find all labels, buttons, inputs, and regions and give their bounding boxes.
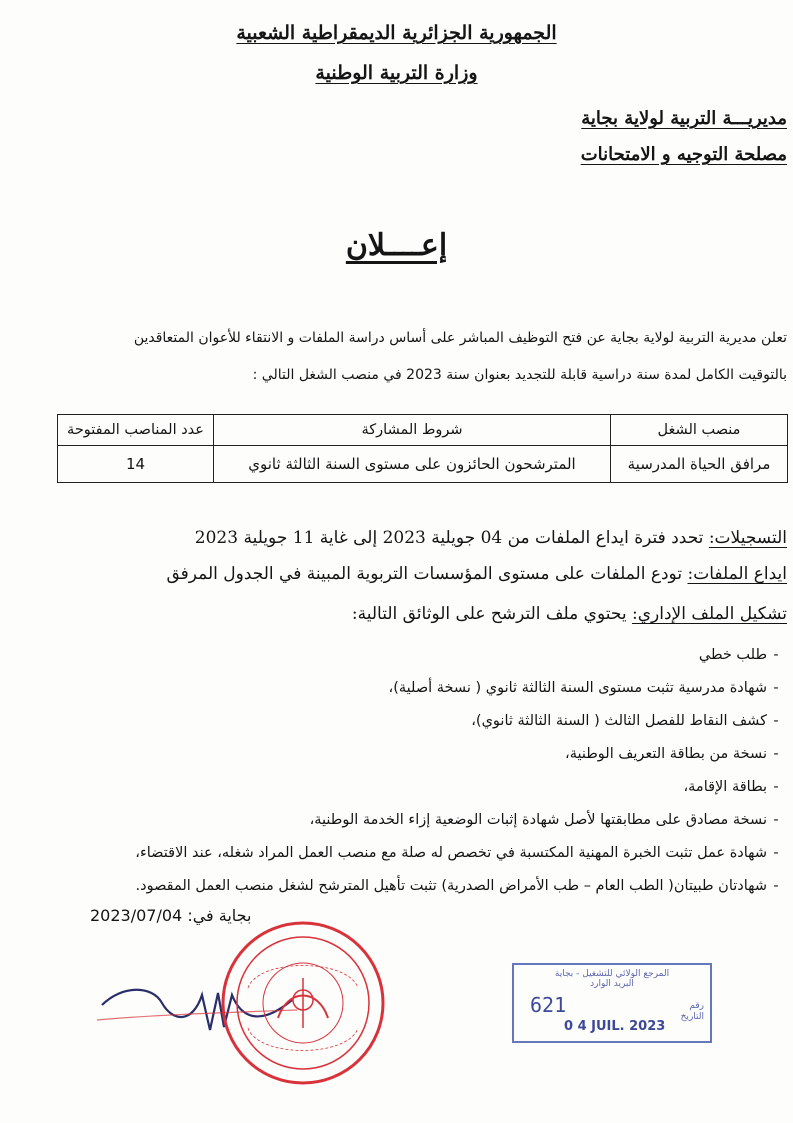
table-cell-count: 14 <box>58 446 214 483</box>
place-date-label: بجاية في: <box>187 906 252 925</box>
list-item: -نسخة مصادق على مطابقتها لأصل شهادة إثبات الوضعية إزاء الخدمة الوطنية، <box>309 812 779 828</box>
file-composition-line <box>352 604 787 624</box>
registration-label: التسجيلات: <box>708 528 787 548</box>
list-item: -طلب خطي <box>698 647 779 663</box>
table-row <box>58 446 788 483</box>
table-cell-position: مرافق الحياة المدرسية <box>611 446 788 483</box>
list-item: -كشف النقاط للفصل الثالث ( السنة الثالثة ثانوي)، <box>471 713 779 729</box>
stamp-date: 0 4 JUIL. 2023 <box>564 1019 666 1034</box>
list-item: -شهادة مدرسية تثبت مستوى السنة الثالثة ثانوي ( نسخة أصلية)، <box>388 680 779 696</box>
list-item: -بطاقة الإقامة، <box>683 779 779 795</box>
table-header-conditions: شروط المشاركة <box>214 415 611 446</box>
submission-label: ايداع الملفات: <box>687 564 787 584</box>
positions-table <box>57 414 788 483</box>
table-cell-conditions: المترشحون الحائزون على مستوى السنة الثالثة ثانوي <box>214 446 611 483</box>
intro-line-1: تعلن مديرية التربية لولاية بجاية عن فتح التوظيف المباشر على أساس دراسة الملفات و الانتقاء للأعوان المتعاقدين <box>133 330 787 346</box>
table-header-row <box>58 415 788 446</box>
republic-header: الجمهورية الجزائرية الديمقراطية الشعبية <box>236 22 557 44</box>
stamp-line-2: البريد الوارد <box>590 979 634 989</box>
signature-date: 2023/07/04 <box>90 906 183 925</box>
intro-line-2: بالتوقيت الكامل لمدة سنة دراسية قابلة للتجديد بعنوان سنة 2023 في منصب الشغل التالي : <box>252 367 787 383</box>
submission-text: تودع الملفات على مستوى المؤسسات التربوية المبينة في الجدول المرفق <box>166 564 688 584</box>
directorate-header: مديريـــة التربية لولاية بجاية <box>581 108 787 129</box>
list-item: -شهادتان طبيتان( الطب العام – طب الأمراض الصدرية) تثبت تأهيل المترشح لشغل منصب العمل المقصود. <box>135 878 779 894</box>
table-header-count: عدد المناصب المفتوحة <box>58 415 214 446</box>
stamp-number: 621 <box>530 993 567 1017</box>
document-title: إعــــلان <box>345 228 448 263</box>
table-header-position: منصب الشغل <box>611 415 788 446</box>
registration-line <box>195 528 787 548</box>
reception-stamp <box>512 963 712 1043</box>
submission-line <box>166 564 787 584</box>
list-item: -شهادة عمل تثبت الخبرة المهنية المكتسبة في تخصص له صلة مع منصب العمل المراد شغله، عند الاقتضاء، <box>135 845 779 861</box>
official-seal <box>218 918 388 1088</box>
ministry-header: وزارة التربية الوطنية <box>315 62 478 84</box>
stamp-line-1: المرجع الولائي للتشغيل - بجاية <box>554 969 670 979</box>
list-item: -نسخة من بطاقة التعريف الوطنية، <box>565 746 779 762</box>
service-header: مصلحة التوجيه و الامتحانات <box>580 144 787 165</box>
file-composition-text: يحتوي ملف الترشح على الوثائق التالية: <box>351 604 632 624</box>
file-composition-label: تشكيل الملف الإداري: <box>631 604 787 624</box>
registration-text: تحدد فترة ايداع الملفات من 04 جويلية 2023 إلى غاية 11 جويلية 2023 <box>194 528 709 548</box>
stamp-side-labels: رقم التاريخ <box>680 1001 704 1022</box>
